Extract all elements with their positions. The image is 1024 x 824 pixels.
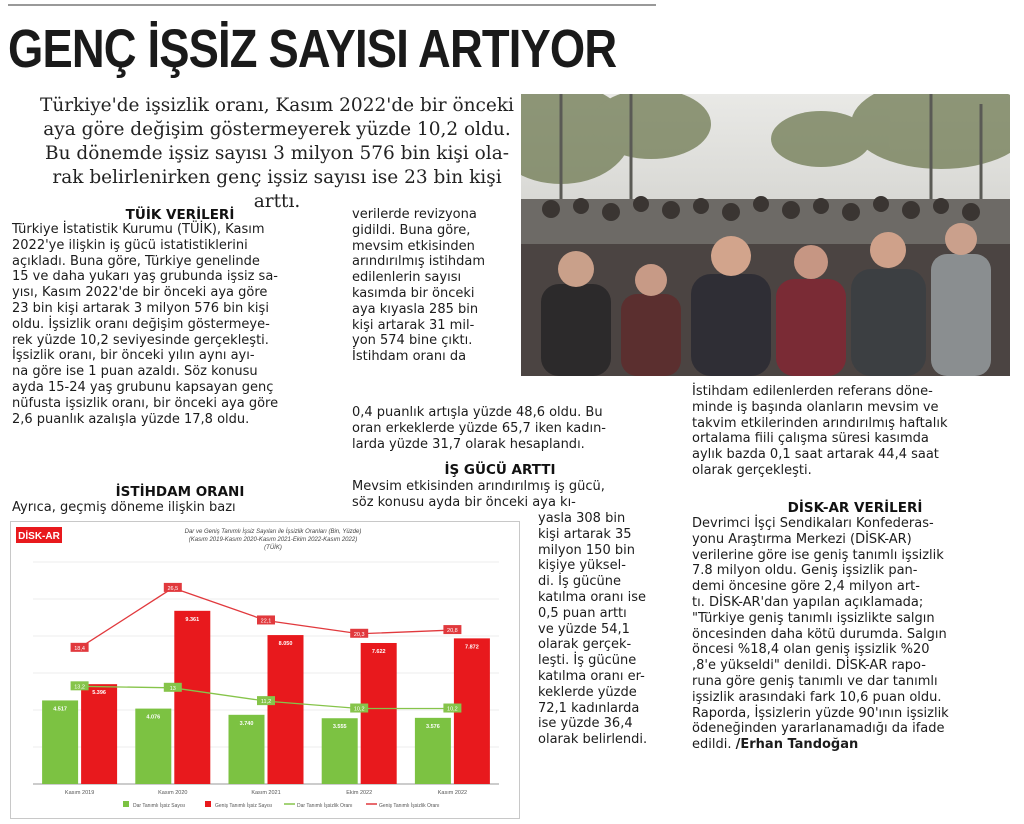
bar-value-label: 7.622 bbox=[371, 648, 386, 655]
column-2-body-b bbox=[352, 405, 682, 452]
text-line: 2,6 puanlık azalışla yüzde 17,8 oldu. bbox=[12, 411, 250, 427]
lead-line: rak belirlenirken genç işsiz sayısı ise 23 bin kişi arttı. bbox=[52, 167, 502, 212]
text-line: tı. DİSK-AR'dan yapılan açıklamada; bbox=[692, 594, 924, 610]
text-line: katılma oranı er- bbox=[538, 668, 645, 684]
text-line: edilenlerin sayısı bbox=[352, 270, 462, 286]
bar-value-label: 5.396 bbox=[92, 690, 106, 697]
bar-value-label: 8.050 bbox=[278, 641, 293, 648]
text-line: rek yüzde 10,2 seviyesinde gerçekleşti. bbox=[12, 332, 269, 348]
line-value-label: 10,2 bbox=[447, 706, 458, 713]
legend-label: Dar Tanımlı İşsiz Sayısı bbox=[133, 803, 186, 809]
unemployment-chart bbox=[10, 521, 520, 819]
bar-value-label: 7.872 bbox=[465, 644, 479, 651]
text-line: öncesi %18,4 olan geniş işsizlik %20 bbox=[692, 642, 930, 658]
text-line: mevsim etkisinden bbox=[352, 238, 475, 254]
text-line: yasla 308 bin bbox=[538, 511, 626, 526]
x-tick-label: Ekim 2022 bbox=[346, 790, 373, 796]
text-line: 23 bin kişi artarak 3 milyon 576 bin kişi bbox=[12, 300, 269, 316]
text-line: aylık bazda 0,1 saat artarak 44,4 saat bbox=[692, 447, 939, 463]
bar bbox=[361, 643, 397, 784]
text-line: ödeneğinden yararlanamadığı da ifade bbox=[692, 721, 945, 737]
chart-subtitle: (Kasım 2019-Kasım 2020-Kasım 2021-Ekim 2022-Kasım 2022) bbox=[188, 537, 358, 543]
last-words: edildi. bbox=[692, 737, 732, 753]
lead-line: Bu dönemde işsiz sayısı 3 milyon 576 bin kişi ola- bbox=[45, 143, 509, 164]
text-line: 7.8 milyon oldu. Geniş işsizlik pan- bbox=[692, 563, 918, 579]
text-line: olarak gerçekleşti. bbox=[692, 462, 812, 478]
text-line: İstihdam edilenlerden referans döne- bbox=[692, 384, 933, 399]
top-rule bbox=[8, 4, 656, 6]
text-line-final bbox=[692, 737, 1017, 753]
text-line: yısı, Kasım 2022'de bir önceki aya göre bbox=[12, 285, 268, 301]
text-line: Devrimci İşçi Sendikaları Konfederas- bbox=[692, 516, 934, 531]
text-line: demi öncesine göre 2,4 milyon art- bbox=[692, 579, 920, 595]
text-line: yon 574 bine çıktı. bbox=[352, 333, 473, 349]
line-value-label: 20,8 bbox=[447, 628, 458, 635]
text-line: ise yüzde 36,4 bbox=[538, 716, 633, 732]
bar-value-label: 9.361 bbox=[185, 616, 200, 623]
column-2-body-a bbox=[352, 207, 520, 365]
line-value-label: 22,1 bbox=[260, 618, 272, 625]
text-line: 0,4 puanlık artışla yüzde 48,6 oldu. Bu bbox=[352, 405, 603, 420]
legend-label: Geniş Tanımlı İşsizlik Oranı bbox=[379, 803, 440, 809]
legend-label: Dar Tanımlı İşsizlik Oranı bbox=[297, 803, 353, 809]
text-line: verilerde revizyona bbox=[352, 207, 477, 222]
text-line: leşti. İş gücüne bbox=[538, 653, 637, 669]
column-3-body-2 bbox=[692, 516, 1017, 753]
text-line: söz konusu ayda bir önceki aya kı- bbox=[352, 494, 576, 510]
text-line: kasımda bir önceki bbox=[352, 285, 475, 301]
legend-swatch bbox=[205, 801, 211, 807]
text-line: takvim etkilerinden arındırılmış haftalık bbox=[692, 415, 948, 431]
column-2-body-d bbox=[538, 511, 678, 748]
text-line: olarak gerçek- bbox=[538, 637, 632, 653]
x-tick-label: Kasım 2019 bbox=[64, 790, 95, 796]
headline: GENÇ İŞSİZ SAYISI ARTIYOR bbox=[8, 19, 617, 79]
text-line: milyon 150 bin bbox=[538, 542, 635, 558]
column-3-body-1 bbox=[692, 384, 1017, 479]
text-line: runa göre geniş tanımlı ve dar tanımlı bbox=[692, 673, 938, 689]
text-line: larda yüzde 31,7 olarak hesaplandı. bbox=[352, 436, 585, 452]
text-line: olarak belirlendi. bbox=[538, 732, 648, 748]
text-line: kişi artarak 31 mil- bbox=[352, 317, 475, 333]
chart-svg bbox=[11, 522, 519, 818]
text-line: oldu. İşsizlik oranı değişim göstermeye- bbox=[12, 316, 270, 332]
line-value-label: 18,4 bbox=[74, 645, 85, 652]
text-line: kişiye yüksel- bbox=[538, 558, 626, 574]
bar bbox=[268, 635, 304, 784]
lead-line: Türkiye'de işsizlik oranı, Kasım 2022'de bir önceki bbox=[40, 95, 514, 116]
bar-value-label: 3.555 bbox=[332, 724, 347, 731]
text-line: Ayrıca, geçmiş döneme ilişkin bazı bbox=[12, 500, 236, 515]
text-line: ,8'e yükseldi" denildi. DİSK-AR rapo- bbox=[692, 658, 926, 674]
text-line: katılma oranı ise bbox=[538, 589, 646, 605]
text-line: 0,5 puan arttı bbox=[538, 605, 627, 621]
chart-source: (TÜİK) bbox=[264, 545, 282, 551]
text-line: Mevsim etkisinden arındırılmış iş gücü, bbox=[352, 479, 605, 494]
line-value-label: 20,3 bbox=[353, 631, 365, 638]
subhead-tuik: TÜİK VERİLERİ bbox=[125, 207, 235, 223]
legend-label: Geniş Tanımlı İşsiz Sayısı bbox=[215, 803, 273, 809]
line-value-label: 26,5 bbox=[167, 585, 179, 592]
text-line: minde iş başında olanların mevsim ve bbox=[692, 399, 939, 415]
crowd-photo-image bbox=[521, 94, 1010, 376]
text-line: ayda 15-24 yaş grubunu kapsayan genç bbox=[12, 379, 274, 395]
line-value-label: 13 bbox=[169, 685, 176, 692]
column-1-continued bbox=[12, 500, 347, 516]
text-line: di. İş gücüne bbox=[538, 574, 621, 590]
text-line: yonu Araştırma Merkezi (DİSK-AR) bbox=[692, 531, 912, 547]
bar bbox=[174, 611, 210, 784]
bar-value-label: 4.076 bbox=[146, 714, 161, 721]
text-line: 72,1 kadınlarda bbox=[538, 700, 640, 716]
line-value-label: 11,2 bbox=[260, 699, 272, 706]
text-line: arındırılmış istihdam bbox=[352, 254, 485, 270]
chart-title: Dar ve Geniş Tanımlı İşsiz Sayıları ile İşsizlik Oranları (Bin, Yüzde) bbox=[184, 529, 362, 535]
bar bbox=[42, 700, 78, 784]
disk-ar-logo-text: DİSK-AR bbox=[18, 531, 60, 542]
x-tick-label: Kasım 2020 bbox=[158, 790, 188, 796]
text-line: İşsizlik oranı, bir önceki yılın aynı ayı- bbox=[12, 348, 255, 364]
text-line: aya kıyasla 285 bin bbox=[352, 301, 479, 317]
author-byline: /Erhan Tandoğan bbox=[735, 737, 859, 753]
bar bbox=[81, 684, 117, 784]
lead-line: aya göre değişim göstermeyerek yüzde 10,2 oldu. bbox=[43, 119, 511, 140]
text-line: İstihdam oranı da bbox=[352, 349, 467, 365]
text-line: Raporda, İşsizlerin yüzde 90'ının işsizlik bbox=[692, 705, 949, 721]
x-tick-label: Kasım 2021 bbox=[251, 790, 281, 796]
bar-value-label: 4.517 bbox=[53, 706, 67, 713]
line-value-label: 13,2 bbox=[74, 684, 85, 691]
x-tick-label: Kasım 2022 bbox=[437, 790, 468, 796]
bar-value-label: 3.576 bbox=[426, 723, 440, 730]
lead-paragraph bbox=[40, 94, 514, 214]
column-1-body bbox=[12, 222, 347, 427]
text-line: 15 ve daha yukarı yaş grubunda işsiz sa- bbox=[12, 269, 278, 285]
text-line: kişi artarak 35 bbox=[538, 526, 632, 542]
legend-swatch bbox=[123, 801, 129, 807]
text-line: "Türkiye geniş tanımlı işsizlikte salgın bbox=[692, 610, 935, 626]
text-line: Türkiye İstatistik Kurumu (TÜİK), Kasım bbox=[12, 222, 265, 237]
text-line: öncesinden daha kötü durumda. Salgın bbox=[692, 626, 947, 642]
text-line: nüfusta işsizlik oranı, bir önceki aya göre bbox=[12, 395, 279, 411]
text-line: açıkladı. Buna göre, Türkiye genelinde bbox=[12, 253, 260, 269]
text-line: gidildi. Buna göre, bbox=[352, 222, 471, 238]
subhead-istihdam: İSTİHDAM ORANI bbox=[115, 484, 245, 500]
text-line: ortalama fiili çalışma süresi kasımda bbox=[692, 431, 929, 447]
column-2-body-c bbox=[352, 479, 682, 511]
text-line: 2022'ye ilişkin iş gücü istatistiklerini bbox=[12, 237, 248, 253]
subhead-is-gucu: İŞ GÜCÜ ARTTI bbox=[444, 462, 556, 478]
text-line: ve yüzde 54,1 bbox=[538, 621, 630, 637]
text-line: na göre ise 1 puan azaldı. Söz konusu bbox=[12, 364, 258, 380]
street-crowd-photo bbox=[521, 94, 1010, 376]
line-value-label: 10,2 bbox=[353, 706, 365, 713]
text-line: verilerine göre ise geniş tanımlı işsizlik bbox=[692, 547, 944, 563]
text-line: oran erkeklerde yüzde 65,7 iken kadın- bbox=[352, 420, 607, 436]
text-line: işsizlik arasındaki fark 10,6 puan oldu. bbox=[692, 689, 942, 705]
text-line: keklerde yüzde bbox=[538, 684, 637, 700]
bar-value-label: 3.740 bbox=[239, 720, 254, 727]
subhead-disk-ar: DİSK-AR VERİLERİ bbox=[787, 500, 923, 516]
